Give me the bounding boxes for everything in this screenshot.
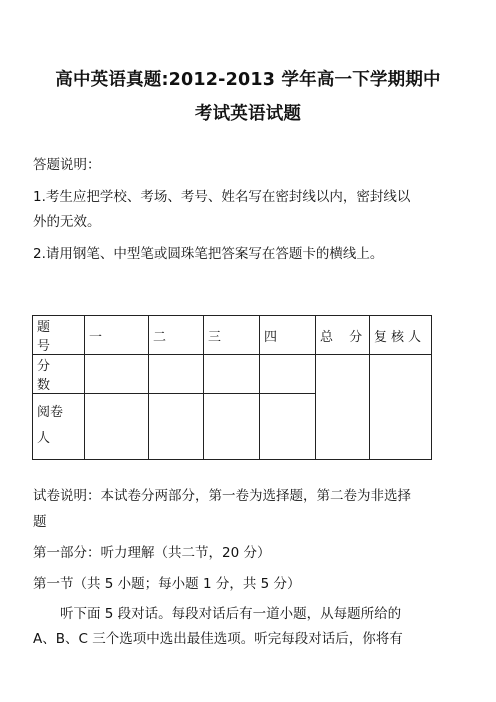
table-header-row — [33, 316, 432, 355]
section-1-heading: 第一节（共 5 小题；每小题 1 分，共 5 分） — [33, 576, 301, 592]
header-cell-1: 一 — [85, 316, 149, 355]
instruction-1-line-1: 1.考生应把学校、考场、考号、姓名写在密封线以内，密封线以 — [33, 189, 411, 205]
score-cell-2 — [149, 355, 204, 394]
grader-cell-4 — [260, 394, 316, 460]
score-cell-4 — [260, 355, 316, 394]
listening-instructions-line-1: 听下面 5 段对话。每段对话后有一道小题，从每题所给的 — [60, 606, 402, 622]
exam-note-line-1: 试卷说明：本试卷分两部分，第一卷为选择题，第二卷为非选择 — [33, 488, 411, 504]
table-row-score — [33, 355, 432, 394]
grader-cell-2 — [149, 394, 204, 460]
document-title-line-1: 高中英语真题:2012-2013 学年高一下学期期中 — [55, 70, 441, 90]
row-label-score: 分 数 — [33, 355, 85, 394]
row-label-grader: 阅卷 人 — [33, 394, 85, 460]
grader-cell-3 — [204, 394, 260, 460]
score-cell-1 — [85, 355, 149, 394]
header-cell-reviewer: 复核人 — [370, 316, 432, 355]
reviewer-cell — [370, 355, 432, 460]
document-title-line-2: 考试英语试题 — [194, 104, 302, 124]
header-cell-number: 题 号 — [33, 316, 85, 355]
instruction-2: 2.请用钢笔、中型笔或圆珠笔把答案写在答题卡的横线上。 — [33, 246, 384, 262]
part-1-heading: 第一部分：听力理解（共二节，20 分） — [33, 545, 271, 561]
instruction-1-line-2: 外的无效。 — [33, 214, 101, 230]
total-score-cell — [316, 355, 370, 460]
header-cell-3: 三 — [204, 316, 260, 355]
instructions-heading: 答题说明： — [33, 157, 101, 173]
score-cell-3 — [204, 355, 260, 394]
grader-cell-1 — [85, 394, 149, 460]
header-cell-total: 总 分 — [316, 316, 370, 355]
header-cell-2: 二 — [149, 316, 204, 355]
listening-instructions-line-2: A、B、C 三个选项中选出最佳选项。听完每段对话后，你将有 — [33, 631, 403, 647]
exam-note-line-2: 题 — [33, 514, 47, 530]
header-cell-4: 四 — [260, 316, 316, 355]
score-table — [32, 315, 432, 460]
